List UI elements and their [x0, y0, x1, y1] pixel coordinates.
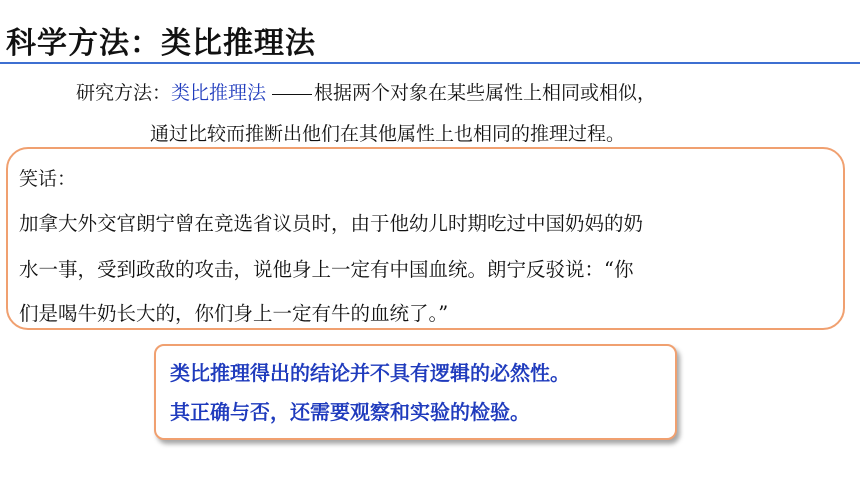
page-title: 科学方法：类比推理法 [6, 26, 316, 61]
joke-heading: 笑话： [19, 168, 77, 190]
conclusion-line: 类比推理得出的结论并不具有逻辑的必然性。 [170, 361, 570, 385]
intro-definition: 根据两个对象在某些属性上相同或相似， [314, 82, 657, 104]
joke-line: 加拿大外交官朗宁曾在竞选省议员时，由于他幼儿时期吃过中国奶妈的奶 [19, 212, 644, 235]
joke-line: 水一事，受到政敌的攻击，说他身上一定有中国血统。朗宁反驳说：“你 [19, 258, 634, 281]
joke-line: 们是喝牛奶长大的，你们身上一定有牛的血统了。” [19, 302, 449, 325]
intro-line-2: 通过比较而推断出他们在其他属性上也相同的推理过程。 [150, 123, 626, 145]
title-divider [0, 62, 860, 64]
intro-line-1 [76, 78, 656, 105]
method-name: 类比推理法 [171, 82, 267, 104]
intro-label: 研究方法： [76, 82, 172, 104]
conclusion-line: 其正确与否，还需要观察和实验的检验。 [170, 400, 530, 424]
em-dash [272, 94, 312, 95]
